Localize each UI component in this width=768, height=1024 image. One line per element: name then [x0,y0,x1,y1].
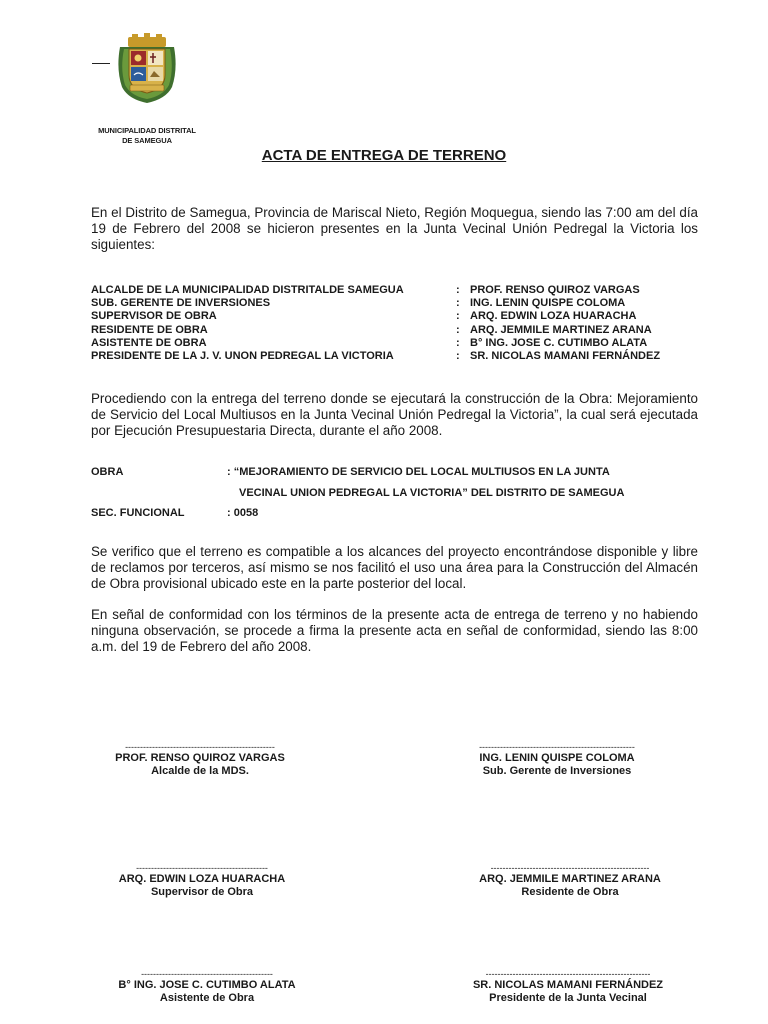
attendee-colon: : [456,310,460,323]
attendee-row [91,310,701,323]
attendee-row [91,284,701,297]
attendee-role: PRESIDENTE DE LA J. V. UNON PEDREGAL LA VICTORIA [91,350,394,363]
obra-value-line-2: VECINAL UNION PEDREGAL LA VICTORIA” DEL DISTRITO DE SAMEGUA [239,487,625,499]
obra-label: OBRA [91,466,124,478]
institution-line-1: MUNICIPALIDAD DISTRITAL [98,126,196,135]
signatory-position: Residente de Obra [521,886,619,899]
attendees-list [91,284,701,363]
attendee-role: ALCALDE DE LA MUNICIPALIDAD DISTRITALDE SAMEGUA [91,284,404,296]
conformity-paragraph: En señal de conformidad con los términos de la presente acta de entrega de terreno y no habiendo ninguna observación, se procede a firma la presente acta en señal de conformidad, siendo las 8:00 a.m. del 19 de Febrero del año 2008. [91,607,698,654]
attendee-name: SR. NICOLAS MAMANI FERNÁNDEZ [470,350,661,363]
signature-block [72,864,332,899]
municipal-crest-logo [114,33,180,105]
signatory-position: Sub. Gerente de Inversiones [482,765,632,778]
sec-funcional-value: : 0058 [227,507,259,519]
signature-block [77,970,337,1005]
signature-line: ---------------------------------------------------- [479,742,635,752]
signatory-name: ARQ. JEMMILE MARTINEZ ARANA [479,873,661,885]
intro-paragraph: En el Distrito de Samegua, Provincia de Mariscal Nieto, Región Moquegua, siendo las 7:00 am del día 19 de Febrero del 2008 se hicieron presentes en la Junta Vecinal Unión Pedregal la Victoria los siguientes: [91,205,698,252]
attendee-colon: : [456,297,460,310]
attendee-row [91,350,701,363]
attendee-role: SUB. GERENTE DE INVERSIONES [91,297,271,310]
signature-line: -------------------------------------------- [141,969,273,979]
attendee-colon: : [456,350,460,363]
attendee-colon: : [456,323,460,336]
procedure-paragraph: Procediendo con la entrega del terreno donde se ejecutará la construcción de la Obra: Mejoramiento de Servicio del Local Multiusos en la Junta Vecinal Unión Pedregal la Victoria”, la cual será ejecutada por Ejecución Presupuestaria Directa, durante el año 2008. [91,391,698,438]
signature-block [70,743,330,778]
institution-line-2: DE SAMEGUA [122,135,172,145]
attendee-name: ARQ. JEMMILE MARTINEZ ARANA [470,323,652,336]
signature-line: -------------------------------------------------- [125,742,275,752]
signature-line: ----------------------------------------------------- [490,863,650,873]
signatory-position: Presidente de la Junta Vecinal [489,992,647,1005]
signature-line: -------------------------------------------- [136,863,268,873]
signature-line: ------------------------------------------------------- [485,969,651,979]
signatory-name: ARQ. EDWIN LOZA HUARACHA [118,873,286,885]
signatory-position: Supervisor de Obra [150,886,254,899]
attendee-colon: : [456,284,460,296]
signatory-name: SR. NICOLAS MAMANI FERNÁNDEZ [472,979,664,991]
obra-value-line-1: : “MEJORAMIENTO DE SERVICIO DEL LOCAL MULTIUSOS EN LA JUNTA [227,466,610,478]
attendee-role: RESIDENTE DE OBRA [91,323,208,336]
signature-block [438,970,698,1005]
attendee-row [91,337,701,350]
signatory-name: B° ING. JOSE C. CUTIMBO ALATA [118,979,296,991]
signatory-name: ING. LENIN QUISPE COLOMA [479,752,635,764]
attendee-name: ING. LENIN QUISPE COLOMA [470,297,626,310]
attendee-colon: : [456,336,460,349]
attendee-name: B° ING. JOSE C. CUTIMBO ALATA [470,336,648,349]
attendee-row [91,297,701,310]
document-title: ACTA DE ENTREGA DE TERRENO [261,147,507,164]
institution-name [84,126,210,145]
verification-paragraph: Se verifico que el terreno es compatible a los alcances del proyecto encontrándose disponible y libre de reclamos por terceros, así mismo se nos facilitó el uso una área para la Construcción del Almacén de Obra provisional ubicado este en la parte posterior del local. [91,544,698,591]
signatory-position: Asistente de Obra [159,992,255,1005]
signature-block [440,864,700,899]
attendee-name: ARQ. EDWIN LOZA HUARACHA [470,310,637,323]
attendee-row [91,324,701,337]
header-dash [92,63,110,64]
sec-funcional-label: SEC. FUNCIONAL [91,507,185,519]
signatory-name: PROF. RENSO QUIROZ VARGAS [115,752,285,764]
signatory-position: Alcalde de la MDS. [151,765,249,778]
attendee-role: SUPERVISOR DE OBRA [91,310,217,323]
signature-block [427,743,687,778]
attendee-name: PROF. RENSO QUIROZ VARGAS [470,284,640,296]
attendee-role: ASISTENTE DE OBRA [91,336,207,349]
